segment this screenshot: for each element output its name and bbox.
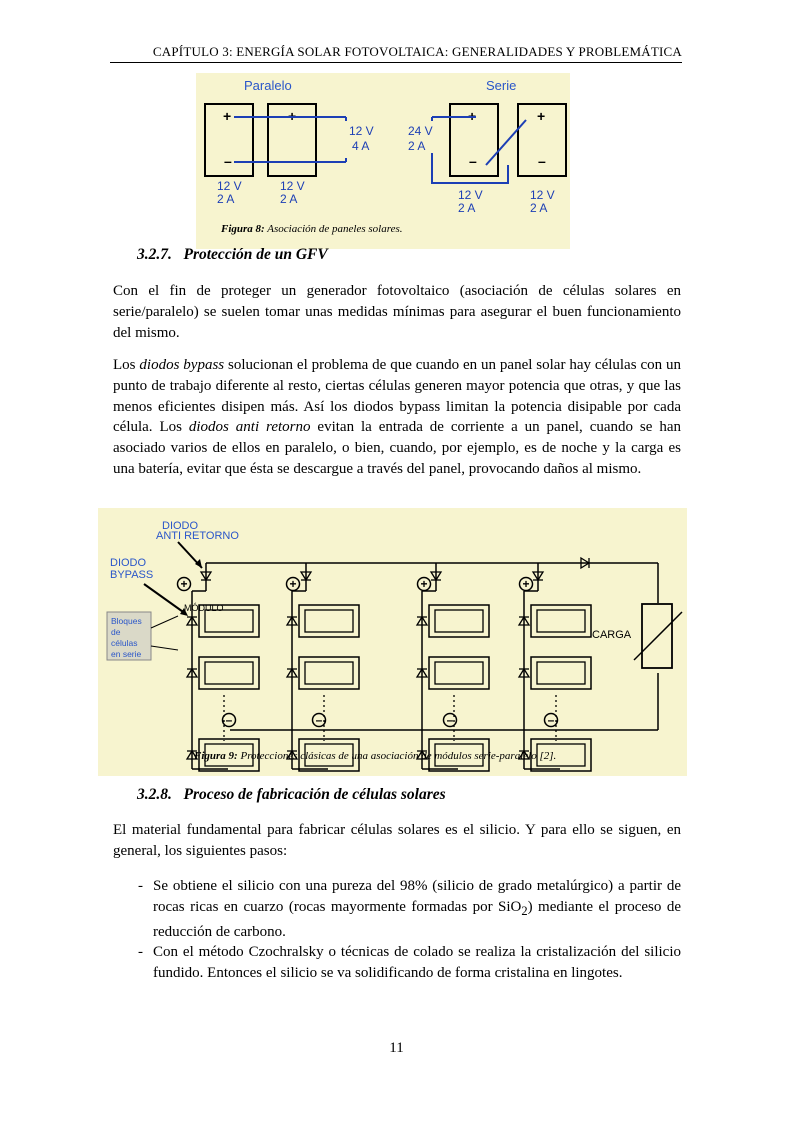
label-bloques: en serie	[111, 649, 142, 659]
section-title: Proceso de fabricación de células solares	[183, 786, 446, 803]
panel-voltage: 12 V	[280, 179, 305, 193]
panel-voltage: 12 V	[217, 179, 242, 193]
svg-text:–: –	[225, 713, 233, 727]
label-series: Serie	[486, 78, 517, 93]
italic-term: diodos bypass	[139, 357, 225, 373]
svg-text:+: +	[522, 577, 530, 591]
bullet-text: Con el método Czochralsky o técnicas de colado se realiza la cristalización del silicio fundido. Entonces el silicio se va solidificando de forma cristalina en lingotes.	[153, 944, 681, 982]
label-modulo: MÓDULO	[184, 603, 224, 613]
text-run: Los	[113, 357, 140, 373]
figure-9-caption	[194, 750, 556, 762]
plus-terminals	[178, 577, 533, 591]
section-title: Protección de un GFV	[183, 246, 328, 263]
minus-sign: –	[289, 153, 297, 169]
figure-9	[98, 508, 687, 776]
svg-text:–: –	[446, 713, 454, 727]
list-item	[113, 876, 681, 942]
figure-8	[196, 73, 570, 249]
label-diodo-anti-1: DIODO	[162, 520, 199, 532]
label-diodo-bypass-2: BYPASS	[110, 569, 154, 581]
caption-label: Figura 9:	[194, 750, 238, 762]
paragraph-diodes	[113, 355, 681, 480]
bullet-list	[113, 876, 681, 984]
header-rule	[110, 62, 682, 63]
series-output-current: 2 A	[408, 139, 426, 153]
label-parallel: Paralelo	[244, 78, 292, 93]
figure-8-caption	[221, 223, 403, 235]
caption-text: Asociación de paneles solares.	[267, 223, 403, 235]
bullet-dash: -	[138, 944, 143, 961]
series-output-voltage: 24 V	[408, 124, 433, 138]
section-number: 3.2.8.	[137, 786, 172, 803]
italic-term: diodos anti retorno	[188, 419, 311, 436]
minus-sign: –	[224, 153, 232, 169]
label-diodo-bypass-1: DIODO	[110, 557, 147, 569]
running-header: CAPÍTULO 3: ENERGÍA SOLAR FOTOVOLTAICA: GENERALIDADES Y PROBLEMÁTICA	[152, 44, 682, 59]
series-wiring	[432, 117, 526, 183]
label-bloques: células	[111, 638, 138, 648]
page-number: 11	[389, 1040, 404, 1056]
svg-text:+: +	[420, 577, 428, 591]
minus-sign: –	[538, 153, 546, 169]
paragraph-intro: Con el fin de proteger un generador fotovoltaico (asociación de células solares en serie/paralelo) se suelen tomar unas medidas mínimas para asegurar el buen funcionamiento del mismo.	[113, 283, 681, 341]
module-column-4	[519, 563, 591, 771]
text-run: Se obtiene el silicio con una pureza del 98% (silicio de grado metalúrgico) a partir de rocas ricas en cuarzo (rocas mayormente formadas por SiO	[153, 878, 681, 915]
panel-current: 2 A	[217, 192, 235, 206]
svg-text:–: –	[315, 713, 323, 727]
bullet-dash: -	[138, 878, 143, 894]
parallel-output-voltage: 12 V	[349, 124, 374, 138]
subscript: 2	[521, 903, 528, 918]
label-bloques: Bloques	[111, 616, 142, 626]
section-number: 3.2.7.	[137, 246, 172, 263]
panel-current: 2 A	[530, 201, 548, 215]
panel-voltage: 12 V	[530, 188, 555, 202]
text-run: ) mediante el proceso de reducción de carbono.	[153, 898, 681, 940]
svg-text:+: +	[180, 577, 188, 591]
module-column-3	[417, 563, 489, 771]
panel-voltage: 12 V	[458, 188, 483, 202]
bullet-text	[153, 876, 681, 942]
figure-9-diagram	[98, 508, 687, 776]
plus-sign: +	[537, 108, 546, 124]
label-bloques: de	[111, 627, 121, 637]
section-heading-3-2-8	[137, 786, 446, 804]
list-item	[113, 942, 681, 984]
svg-text:+: +	[289, 577, 297, 591]
plus-sign: +	[288, 108, 297, 124]
svg-text:–: –	[547, 713, 555, 727]
parallel-output-current: 4 A	[352, 139, 370, 153]
label-carga: CARGA	[592, 629, 632, 641]
section-heading-3-2-7	[137, 246, 328, 264]
text-run: evitan la entrada de corriente a un panel, cuando se han asociado varios de ellos en paralelo, o bien, cuando, por ejemplo, es de noche y la carga es una batería, evitar que ésta se descargue a través del panel, provocando daños al mismo.	[113, 419, 681, 477]
caption-text: Protecciones clásicas de una asociación de módulos serie-paralelo [2].	[240, 750, 557, 762]
caption-label: Figura 8:	[221, 223, 265, 235]
minus-sign: –	[469, 153, 477, 169]
minus-terminals	[223, 713, 558, 727]
label-diodo-anti-2: ANTI RETORNO	[156, 530, 239, 542]
module-column-1	[187, 563, 259, 771]
plus-sign: +	[468, 108, 477, 124]
plus-sign: +	[223, 108, 232, 124]
paragraph-fabrication-intro: El material fundamental para fabricar células solares es el silicio. Y para ello se siguen, en general, los siguientes pasos:	[113, 822, 681, 859]
panel-current: 2 A	[458, 201, 476, 215]
panel-current: 2 A	[280, 192, 298, 206]
text-run: solucionan el problema de que cuando en un panel solar hay células con un punto de trabajo diferente al resto, ciertas células generen mayor potencia que otras, y que las menos eficientes disipen más. Así los diodos bypass limitan la potencia disipable por cada célula. Los	[113, 357, 681, 436]
module-column-2	[287, 563, 359, 771]
